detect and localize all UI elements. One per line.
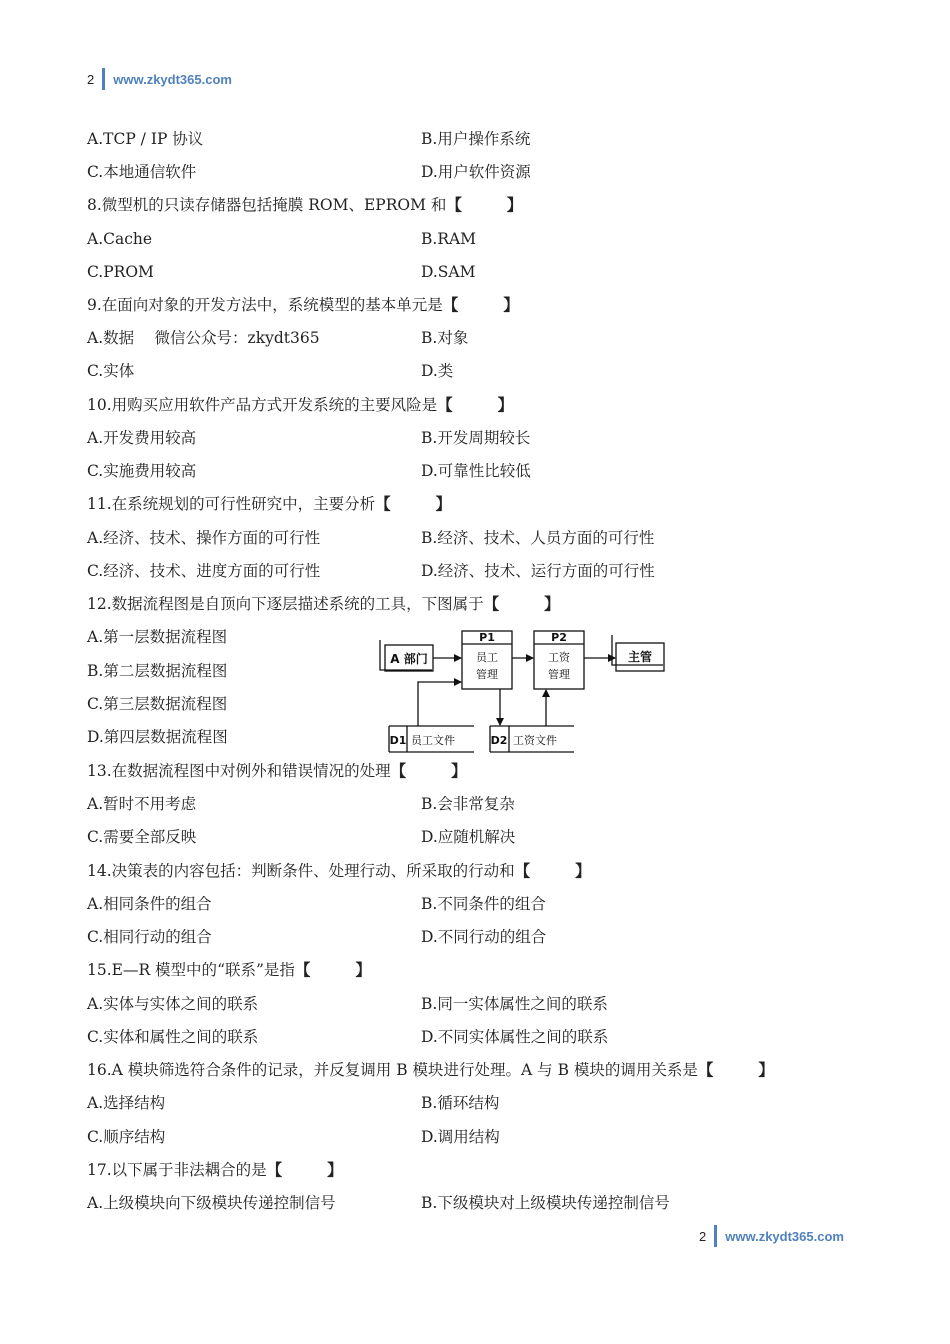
- q15-stem: 15.E—R 模型中的“联系”是指【 】: [87, 961, 371, 979]
- flow-d1-to-p1: [418, 682, 461, 726]
- q10-option-b: B.开发周期较长: [421, 429, 531, 447]
- q12-option-c: C.第三层数据流程图: [87, 695, 228, 713]
- q10-option-c: C.实施费用较高: [87, 462, 197, 480]
- ext-sink-label: 主管: [627, 650, 653, 664]
- q12-option-a: A.第一层数据流程图: [87, 628, 228, 646]
- q14-stem: 14.决策表的内容包括：判断条件、处理行动、所采取的行动和【 】: [87, 862, 591, 880]
- data-flow-diagram: [378, 625, 678, 760]
- page-footer: [699, 1225, 844, 1247]
- q9-option-a: A.数据 微信公众号：zkydt365: [87, 329, 320, 347]
- q13-option-d: D.应随机解决: [421, 828, 516, 846]
- page-header: [87, 68, 232, 90]
- d2-id: D2: [490, 734, 508, 747]
- footer-page-number: 2: [699, 1228, 707, 1244]
- q13-option-b: B.会非常复杂: [421, 795, 515, 813]
- q16-option-c: C.顺序结构: [87, 1128, 166, 1146]
- q16-option-a: A.选择结构: [87, 1094, 166, 1112]
- q13-stem: 13.在数据流程图中对例外和错误情况的处理【 】: [87, 762, 467, 780]
- q15-option-c: C.实体和属性之间的联系: [87, 1028, 259, 1046]
- q8-option-d: D.SAM: [421, 263, 476, 281]
- d2-name: 工资文件: [513, 734, 557, 747]
- p1-label-2: 管理: [476, 668, 498, 681]
- q17-stem: 17.以下属于非法耦合的是【 】: [87, 1161, 343, 1179]
- q7-option-d: D.用户软件资源: [421, 163, 531, 181]
- d1-id: D1: [389, 734, 407, 747]
- q12-stem: 12.数据流程图是自顶向下逐层描述系统的工具，下图属于【 】: [87, 595, 560, 613]
- q16-stem: 16.A 模块筛选符合条件的记录，并反复调用 B 模块进行处理。A 与 B 模块的调用关系是【 】: [87, 1061, 774, 1079]
- q12-option-d: D.第四层数据流程图: [87, 728, 228, 746]
- q11-option-b: B.经济、技术、人员方面的可行性: [421, 529, 655, 547]
- q7-option-b: B.用户操作系统: [421, 130, 531, 148]
- q9-option-b: B.对象: [421, 329, 469, 347]
- q13-option-a: A.暂时不用考虑: [87, 795, 197, 813]
- q17-option-b: B.下级模块对上级模块传递控制信号: [421, 1194, 670, 1212]
- header-page-number: 2: [87, 71, 95, 87]
- ext-source-label: A 部门: [390, 652, 428, 666]
- q8-option-c: C.PROM: [87, 263, 154, 281]
- p2-label-1: 工资: [548, 651, 570, 664]
- p1-label-1: 员工: [476, 651, 498, 664]
- q9-option-d: D.类: [421, 362, 454, 380]
- q17-option-a: A.上级模块向下级模块传递控制信号: [87, 1194, 336, 1212]
- q14-option-a: A.相同条件的组合: [87, 895, 212, 913]
- footer-divider: [714, 1225, 717, 1247]
- q10-option-d: D.可靠性比较低: [421, 462, 531, 480]
- q8-option-a: A.Cache: [87, 230, 153, 248]
- q12-option-b: B.第二层数据流程图: [87, 662, 228, 680]
- header-site-link[interactable]: www.zkydt365.com: [113, 71, 232, 87]
- q11-stem: 11.在系统规划的可行性研究中，主要分析【 】: [87, 495, 452, 513]
- q11-option-a: A.经济、技术、操作方面的可行性: [87, 529, 321, 547]
- q7-option-a: A.TCP / IP 协议: [87, 130, 204, 148]
- q11-option-c: C.经济、技术、进度方面的可行性: [87, 562, 321, 580]
- q10-option-a: A.开发费用较高: [87, 429, 197, 447]
- q15-option-b: B.同一实体属性之间的联系: [421, 995, 608, 1013]
- q14-option-c: C.相同行动的组合: [87, 928, 212, 946]
- q8-stem: 8.微型机的只读存储器包括掩膜 ROM、EPROM 和【 】: [87, 196, 523, 214]
- q14-option-d: D.不同行动的组合: [421, 928, 547, 946]
- d1-name: 员工文件: [411, 734, 455, 747]
- header-divider: [102, 68, 105, 90]
- q16-option-d: D.调用结构: [421, 1128, 500, 1146]
- footer-site-link[interactable]: www.zkydt365.com: [725, 1228, 844, 1244]
- q15-option-a: A.实体与实体之间的联系: [87, 995, 259, 1013]
- q10-stem: 10.用购买应用软件产品方式开发系统的主要风险是【 】: [87, 396, 514, 414]
- p2-label-2: 管理: [548, 668, 570, 681]
- q7-option-c: C.本地通信软件: [87, 163, 197, 181]
- q8-option-b: B.RAM: [421, 230, 477, 248]
- q11-option-d: D.经济、技术、运行方面的可行性: [421, 562, 655, 580]
- p1-id: P1: [479, 631, 495, 644]
- q13-option-c: C.需要全部反映: [87, 828, 197, 846]
- q15-option-d: D.不同实体属性之间的联系: [421, 1028, 609, 1046]
- q14-option-b: B.不同条件的组合: [421, 895, 546, 913]
- q9-stem: 9.在面向对象的开发方法中，系统模型的基本单元是【 】: [87, 296, 519, 314]
- p2-id: P2: [551, 631, 567, 644]
- q9-option-c: C.实体: [87, 362, 135, 380]
- q16-option-b: B.循环结构: [421, 1094, 500, 1112]
